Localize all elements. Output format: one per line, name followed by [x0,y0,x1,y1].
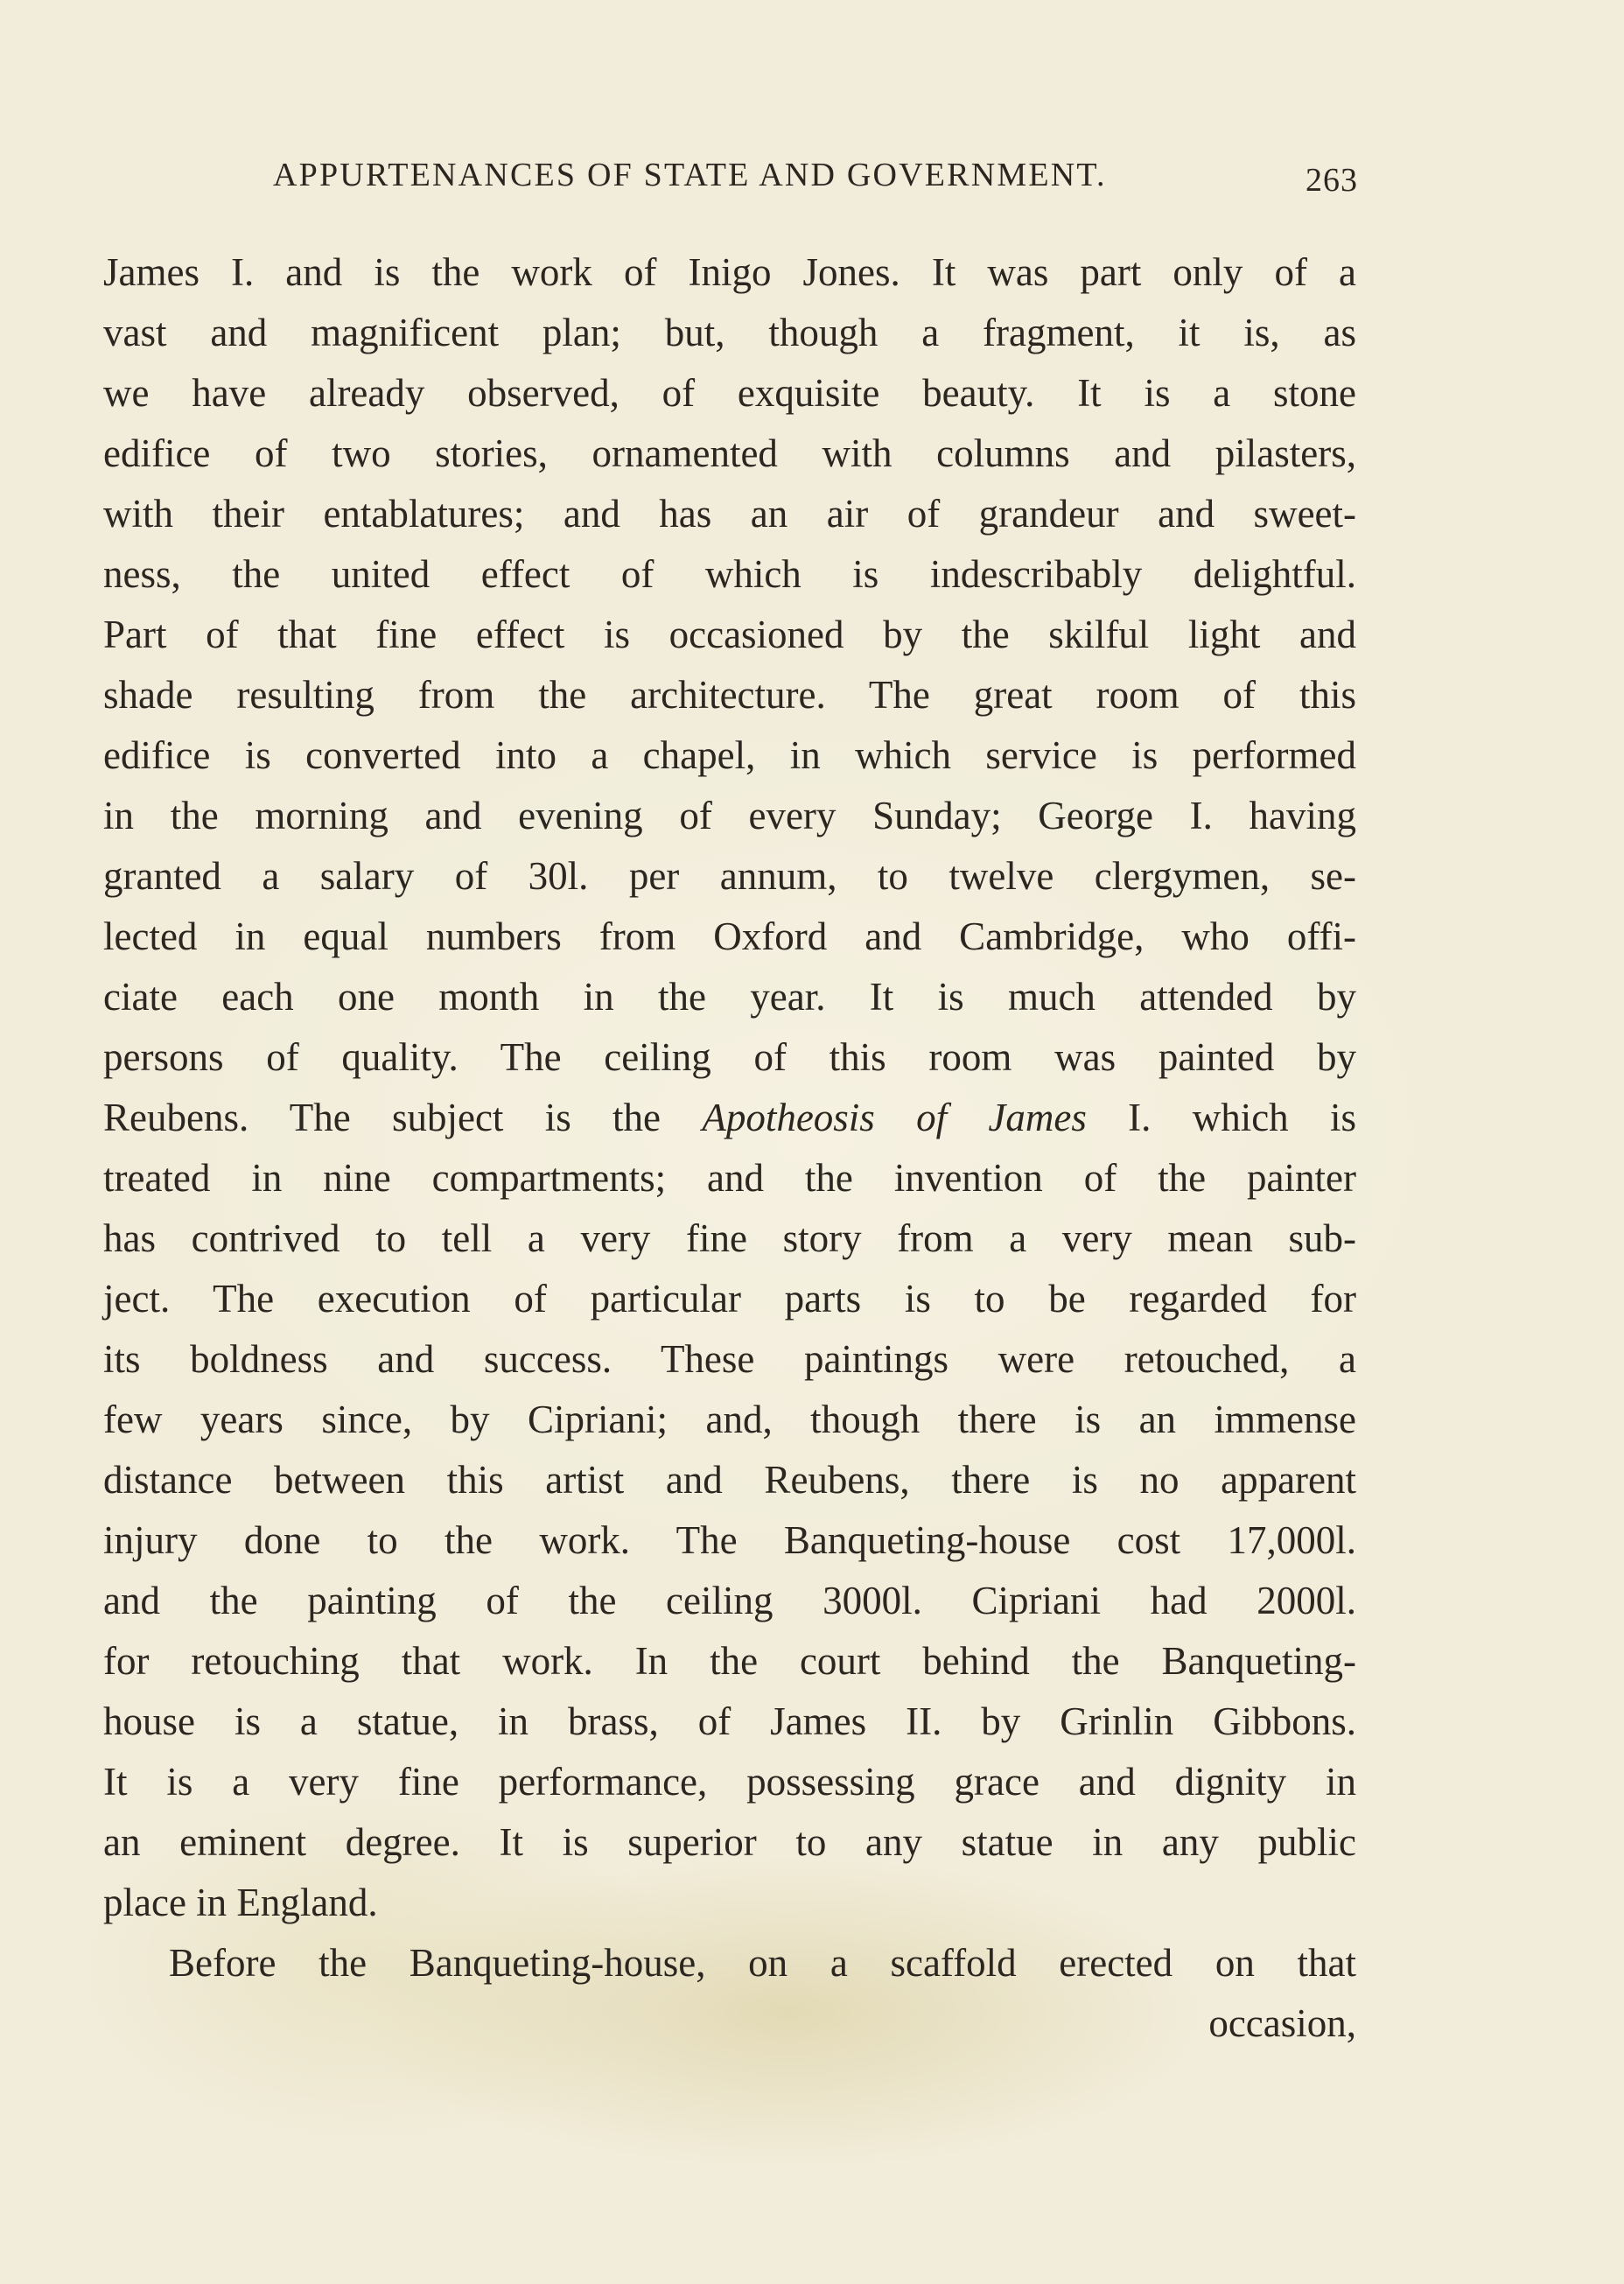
text-segment: Reubens. The subject is the [103,1096,703,1139]
text-segment: I. which is [1086,1096,1356,1139]
text-line: James I. and is the work of Inigo Jones. It was part only of a [103,250,1356,294]
text-line: an eminent degree. It is superior to any statue in any public [103,1820,1356,1864]
body-text [103,242,1356,2054]
text-line: edifice of two stories, ornamented with columns and pilasters, [103,431,1356,475]
text-line: and the painting of the ceiling 3000l. Cipriani had 2000l. [103,1579,1356,1622]
text-line: for retouching that work. In the court behind the Banqueting- [103,1639,1356,1683]
text-line: ness, the united effect of which is indescribably delightful. [103,552,1356,596]
text-line: we have already observed, of exquisite beauty. It is a stone [103,371,1356,415]
catchword: occasion, [1208,2001,1356,2045]
text-line: in the morning and evening of every Sunday; George I. having [103,794,1356,837]
paragraph-start-line: Before the Banqueting-house, on a scaffold erected on that [169,1941,1356,1985]
text-line: few years since, by Cipriani; and, though there is an immense [103,1398,1356,1441]
text-line: its boldness and success. These paintings were retouched, a [103,1337,1356,1381]
italic-title: Apotheosis of James [702,1096,1087,1139]
text-line: place in England. [103,1881,378,1924]
text-line: edifice is converted into a chapel, in which service is performed [103,733,1356,777]
page-number: 263 [1306,162,1358,199]
text-line: granted a salary of 30l. per annum, to twelve clergymen, se- [103,854,1356,898]
text-line: house is a statue, in brass, of James II. by Grinlin Gibbons. [103,1699,1356,1743]
text-line: ciate each one month in the year. It is much attended by [103,975,1356,1019]
text-line: distance between this artist and Reubens, there is no apparent [103,1458,1356,1502]
running-head [273,156,1358,208]
text-line: injury done to the work. The Banqueting-house cost 17,000l. [103,1518,1356,1562]
text-line: has contrived to tell a very fine story from a very mean sub- [103,1216,1356,1260]
text-line: vast and magnificent plan; but, though a fragment, it is, as [103,311,1356,354]
text-line: lected in equal numbers from Oxford and Cambridge, who offi- [103,914,1356,958]
text-line: shade resulting from the architecture. The great room of this [103,673,1356,717]
text-line: persons of quality. The ceiling of this room was painted by [103,1035,1356,1079]
text-line: with their entablatures; and has an air of grandeur and sweet- [103,492,1356,536]
running-title: APPURTENANCES OF STATE AND GOVERNMENT. [273,157,1107,193]
text-line: It is a very fine performance, possessing grace and dignity in [103,1760,1356,1804]
text-line-with-italic [103,1088,1356,1148]
text-line: ject. The execution of particular parts is to be regarded for [103,1277,1356,1321]
text-line: treated in nine compartments; and the invention of the painter [103,1156,1356,1200]
text-line: Part of that fine effect is occasioned by the skilful light and [103,613,1356,656]
